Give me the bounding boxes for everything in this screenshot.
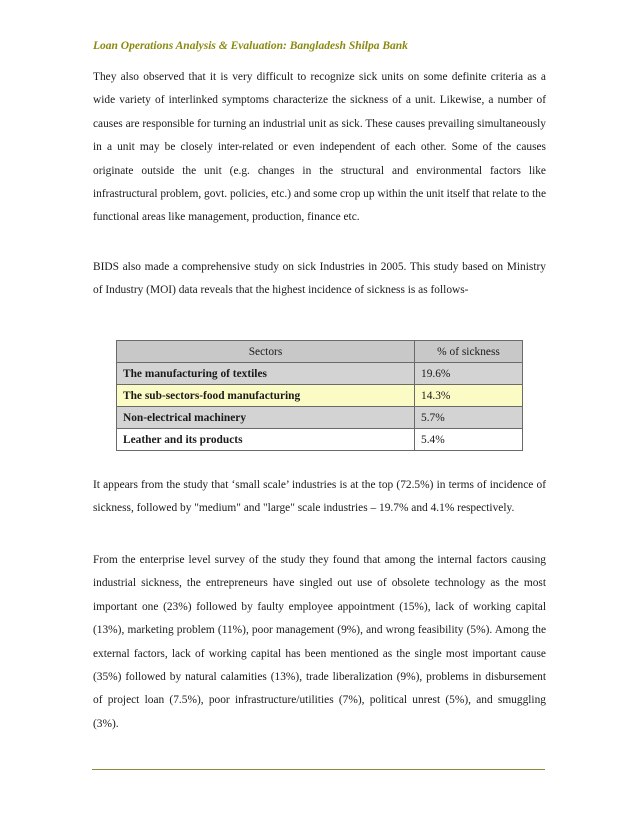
percent-cell: 19.6% [415, 363, 523, 385]
paragraph-sick-units-criteria: They also observed that it is very difficult to recognize sick units on some definite criteria as a wide variety of interlinked symptoms characterize the sickness of a unit. Likewise, a number of causes are responsible for turning an industrial unit as sick. These causes prevailing simultaneously in a unit may be closely inter-related or even independent of each other. Some of the causes originate outside the unit (e.g. changes in the structural and environmental factors like infrastructural problem, govt. policies, etc.) and some crop up within the unit itself that relate to the functional areas like management, production, finance etc. [93, 71, 546, 224]
header-sectors: Sectors [117, 341, 415, 363]
sector-cell: The manufacturing of textiles [117, 363, 415, 385]
sector-cell: Non-electrical machinery [117, 407, 415, 429]
paragraph-bids-study: BIDS also made a comprehensive study on sick Industries in 2005. This study based on Ministry of Industry (MOI) data reveals that the highest incidence of sickness is as follows- [93, 261, 546, 297]
percent-cell: 5.4% [415, 429, 523, 451]
sickness-by-sector-table [116, 340, 523, 451]
sector-cell: Leather and its products [117, 429, 415, 451]
paragraph-enterprise-survey: From the enterprise level survey of the study they found that among the internal factors causing industrial sickness, the entrepreneurs have singled out use of obsolete technology as the most important one (23%) followed by faulty employee appointment (15%), lack of working capital (13%), marketing problem (11%), poor management (9%), and wrong feasibility (5%). Among the external factors, lack of working capital has been mentioned as the single most important cause (35%) followed by natural calamities (13%), trade liberalization (9%), problems in disbursement of project loan (7.5%), poor infrastructure/utilities (7%), political unrest (5%), and smuggling (3%). [93, 554, 546, 730]
header-percent-sickness: % of sickness [415, 341, 523, 363]
percent-cell: 14.3% [415, 385, 523, 407]
table-header-row [117, 341, 523, 363]
table-row [117, 407, 523, 429]
running-header: Loan Operations Analysis & Evaluation: Bangladesh Shilpa Bank [93, 40, 408, 52]
footer-divider [92, 769, 545, 770]
sector-cell: The sub-sectors-food manufacturing [117, 385, 415, 407]
paragraph-small-scale: It appears from the study that ‘small scale’ industries is at the top (72.5%) in terms of incidence of sickness, followed by "medium" and "large" scale industries – 19.7% and 4.1% respectively. [93, 479, 546, 515]
table-row [117, 385, 523, 407]
table-row [117, 363, 523, 385]
percent-cell: 5.7% [415, 407, 523, 429]
table-row [117, 429, 523, 451]
